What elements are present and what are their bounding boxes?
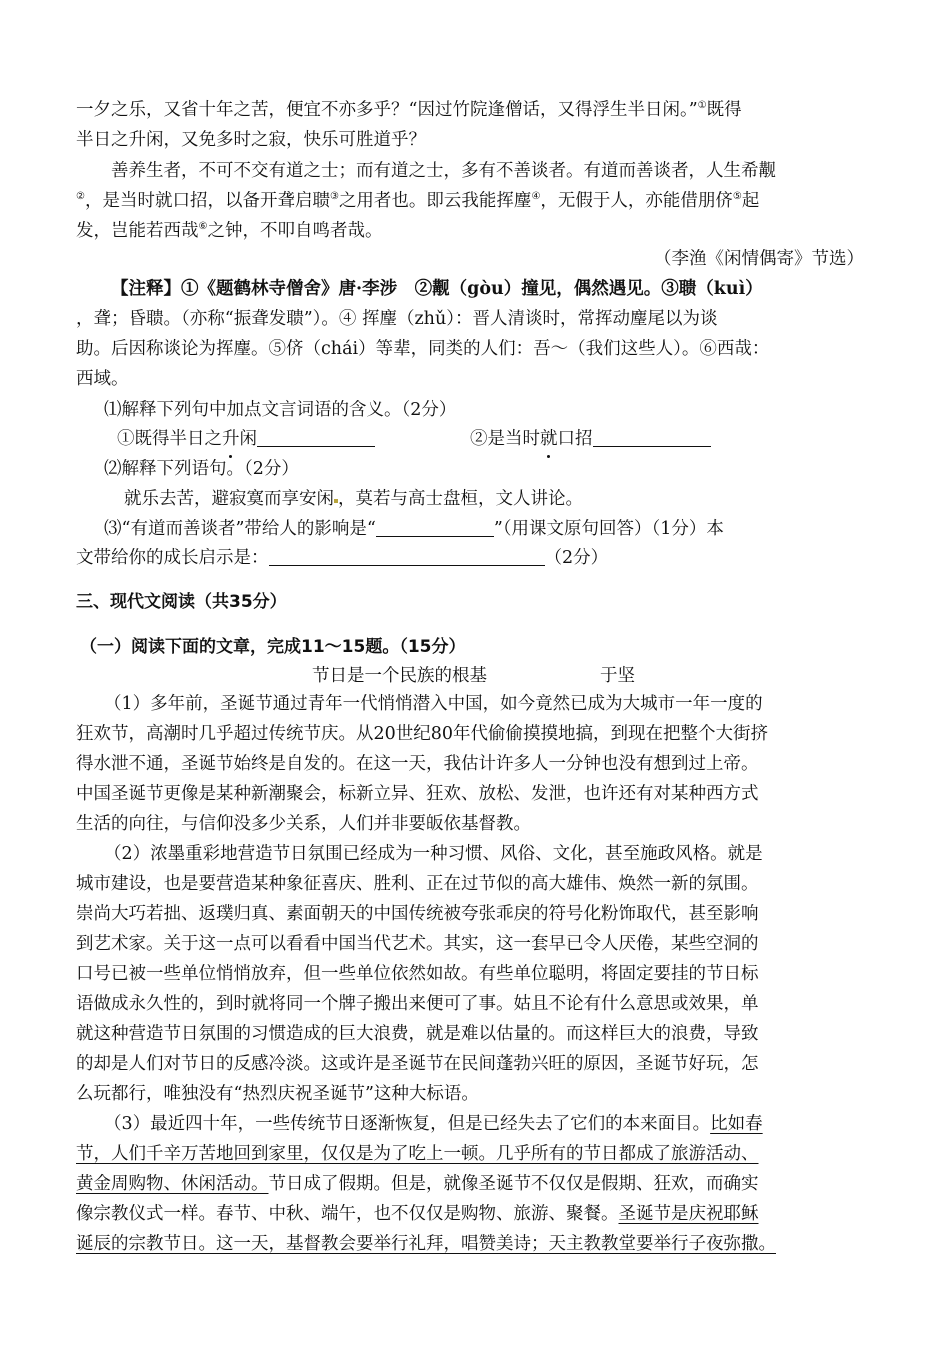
article-p2-line4: 到艺术家。关于这一点可以看看中国当代艺术。其实，这一套早已令人厌倦，某些空洞的 <box>76 934 759 954</box>
article-p1-line3: 得水泄不通，圣诞节始终是自发的。在这一天，我估计许多人一分钟也没有想到过上帝。 <box>76 754 759 774</box>
footnote-mark: ① <box>697 100 707 111</box>
text: ，无假于人，亦能借朋侪 <box>540 191 733 211</box>
article-p1-line4: 中国圣诞节更像是某种新潮聚会，标新立异、狂欢、放松、发泄，也许还有对某种西方式 <box>76 784 759 804</box>
article-p2-line2: 城市建设，也是要营造某种象征喜庆、胜利、正在过节似的高大雄伟、焕然一新的氛围。 <box>76 874 759 894</box>
text: 节日成了假期。但是，就像圣诞节不仅仅是假期、狂欢，而确实 <box>268 1174 759 1194</box>
text: 文带给你的成长启示是： <box>76 548 269 568</box>
text: 一夕之乐，又省十年之苦，便宜不亦多乎？“因过竹院逢僧话，又得浮生半日闲。” <box>76 100 698 120</box>
underlined-text: 黄金周购物、休闲活动。 <box>76 1174 269 1194</box>
notes-line4 <box>76 365 129 393</box>
footnote-mark: ② <box>76 191 85 202</box>
text: 之用者也。即云我能挥麈 <box>338 191 532 211</box>
text: 西域。 <box>76 369 129 389</box>
text: 闲 <box>239 429 257 449</box>
text: ①既得半日之 <box>117 429 222 449</box>
text: ，是当时就口招，以备开聋启聩 <box>84 191 330 211</box>
text: ⑵解释下列语句。（2分） <box>104 459 299 479</box>
notes-line2 <box>76 305 717 333</box>
subsection-heading: （一）阅读下面的文章，完成11～15题。（15分） <box>80 637 466 657</box>
classical-p1-line1 <box>76 96 742 124</box>
question-2-text <box>124 485 583 513</box>
section-heading: 三、现代文阅读（共35分） <box>76 592 287 612</box>
question-3 <box>104 515 724 543</box>
answer-blank[interactable] <box>269 545 545 566</box>
classical-p2-line2 <box>76 187 759 215</box>
question-1a <box>117 425 375 453</box>
footnote-mark: ⑥ <box>198 221 208 232</box>
answer-blank[interactable] <box>257 426 375 447</box>
article-p2-line6: 语做成永久性的，到时就将同一个牌子搬出来便可了事。姑且不论有什么意思或效果，单 <box>76 994 759 1014</box>
text: 就乐去苦，避寂寞而享安闲 <box>124 489 334 509</box>
text: 发，岂能若西哉 <box>76 221 199 241</box>
article-p3-line5 <box>76 1230 776 1258</box>
article-p1-line1: （1）多年前，圣诞节通过青年一代悄悄潜入中国，如今竟然已成为大城市一年一度的 <box>104 694 763 714</box>
classical-p2-line1 <box>111 157 776 185</box>
article-p2-line9: 么玩都行，唯独没有“热烈庆祝圣诞节”这种大标语。 <box>76 1084 479 1104</box>
text: 既得 <box>706 100 742 120</box>
notes-line1 <box>111 275 763 303</box>
article-p2-line7: 就这种营造节日氛围的习惯造成的巨大浪费，就是难以估量的。而这样巨大的浪费，导致 <box>76 1024 759 1044</box>
text: ⑴解释下列句中加点文言词语的含义。（2分） <box>104 400 457 420</box>
answer-blank[interactable] <box>376 516 494 537</box>
underlined-text: 诞辰的宗教节日。这一天，基督教会要举行礼拜，唱赞美诗；天主教教堂要举行子夜弥撒。 <box>76 1234 776 1254</box>
dotted-word: 升 <box>222 425 240 453</box>
article-p2-line5: 口号已被一些单位悄悄放弃，但一些单位依然如故。有些单位聪明，将固定要挂的节日标 <box>76 964 759 984</box>
source-citation: （李渔《闲情偶寄》节选） <box>654 249 864 269</box>
article-p2-line8: 的却是人们对节日的反感冷淡。这或许是圣诞节在民间蓬勃兴旺的原因，圣诞节好玩，怎 <box>76 1054 759 1074</box>
notes-line3 <box>76 335 769 363</box>
footnote-mark: ③ <box>329 191 339 202</box>
article-p3-line4 <box>76 1200 759 1228</box>
text: （2分） <box>544 548 609 568</box>
underlined-text: 节，人们千辛万苦地回到家里，仅仅是为了吃上一顿。几乎所有的节日都成了旅游活动、 <box>76 1144 759 1164</box>
article-p3-line2 <box>76 1140 759 1168</box>
text: 半日之升闲，又免多时之寂，快乐可胜道乎？ <box>76 130 426 150</box>
question-3-cont <box>76 544 608 572</box>
text: ，莫若与高士盘桓，文人讲论。 <box>338 489 583 509</box>
article-author: 于坚 <box>600 666 635 686</box>
text: ⑶“有道而善谈者”带给人的影响是“ <box>104 519 376 539</box>
dotted-word: 就 <box>540 425 558 453</box>
article-p2-line1: （2）浓墨重彩地营造节日氛围已经成为一种习惯、风俗、文化，甚至施政风格。就是 <box>104 844 763 864</box>
text: ”（用课文原句回答）（1分）本 <box>493 519 724 539</box>
answer-blank[interactable] <box>593 426 711 447</box>
text: ②是当时 <box>470 429 540 449</box>
classical-p1-line2 <box>76 126 426 154</box>
question-2 <box>104 455 299 483</box>
text: 起 <box>741 191 760 211</box>
article-p1-line5: 生活的向往，与信仰没多少关系，人们并非要皈依基督教。 <box>76 814 531 834</box>
article-p3-line1 <box>104 1110 763 1138</box>
text: 善养生者，不可不交有道之士；而有道之士，多有不善谈者。有道而善谈者，人生希觏 <box>111 161 776 181</box>
classical-p2-line3 <box>76 217 382 245</box>
text: 口招 <box>557 429 593 449</box>
footnote-mark: ⑤ <box>732 191 742 202</box>
article-p1-line2: 狂欢节，高潮时几乎超过传统节庆。从20世纪80年代偷偷摸摸地搞，到现在把整个大街挤 <box>76 724 769 744</box>
article-title: 节日是一个民族的根基 <box>312 666 487 686</box>
question-1 <box>104 396 456 424</box>
article-p2-line3: 崇尚大巧若拙、返璞归真、素面朝天的中国传统被夸张乖戾的符号化粉饰取代，甚至影响 <box>76 904 759 924</box>
underlined-text: 比如春 <box>710 1114 763 1134</box>
footnote-mark: ④ <box>531 191 541 202</box>
underlined-text: 圣诞节是庆祝耶稣 <box>618 1204 759 1224</box>
text: 【注释】①《题鹤林寺僧舍》唐·李涉 ②觏（gòu）撞见，偶然遇见。③聩（kuì） <box>111 279 763 299</box>
text: 助。后因称谈论为挥麈。⑤侪（chái）等辈，同类的人们：吾～（我们这些人）。⑥西哉： <box>76 339 770 359</box>
question-1b <box>470 425 711 453</box>
text: ，聋；昏聩。（亦称“振聋发聩”）。④ 挥麈（zhǔ）：晋人清谈时，常挥动麈尾以为谈 <box>76 309 718 329</box>
article-p3-line3 <box>76 1170 759 1198</box>
text: （3）最近四十年，一些传统节日逐渐恢复，但是已经失去了它们的本来面目。 <box>104 1114 711 1134</box>
text: 之钟，不叩自鸣者哉。 <box>207 221 383 241</box>
text: 像宗教仪式一样。春节、中秋、端午，也不仅仅是购物、旅游、聚餐。 <box>76 1204 619 1224</box>
